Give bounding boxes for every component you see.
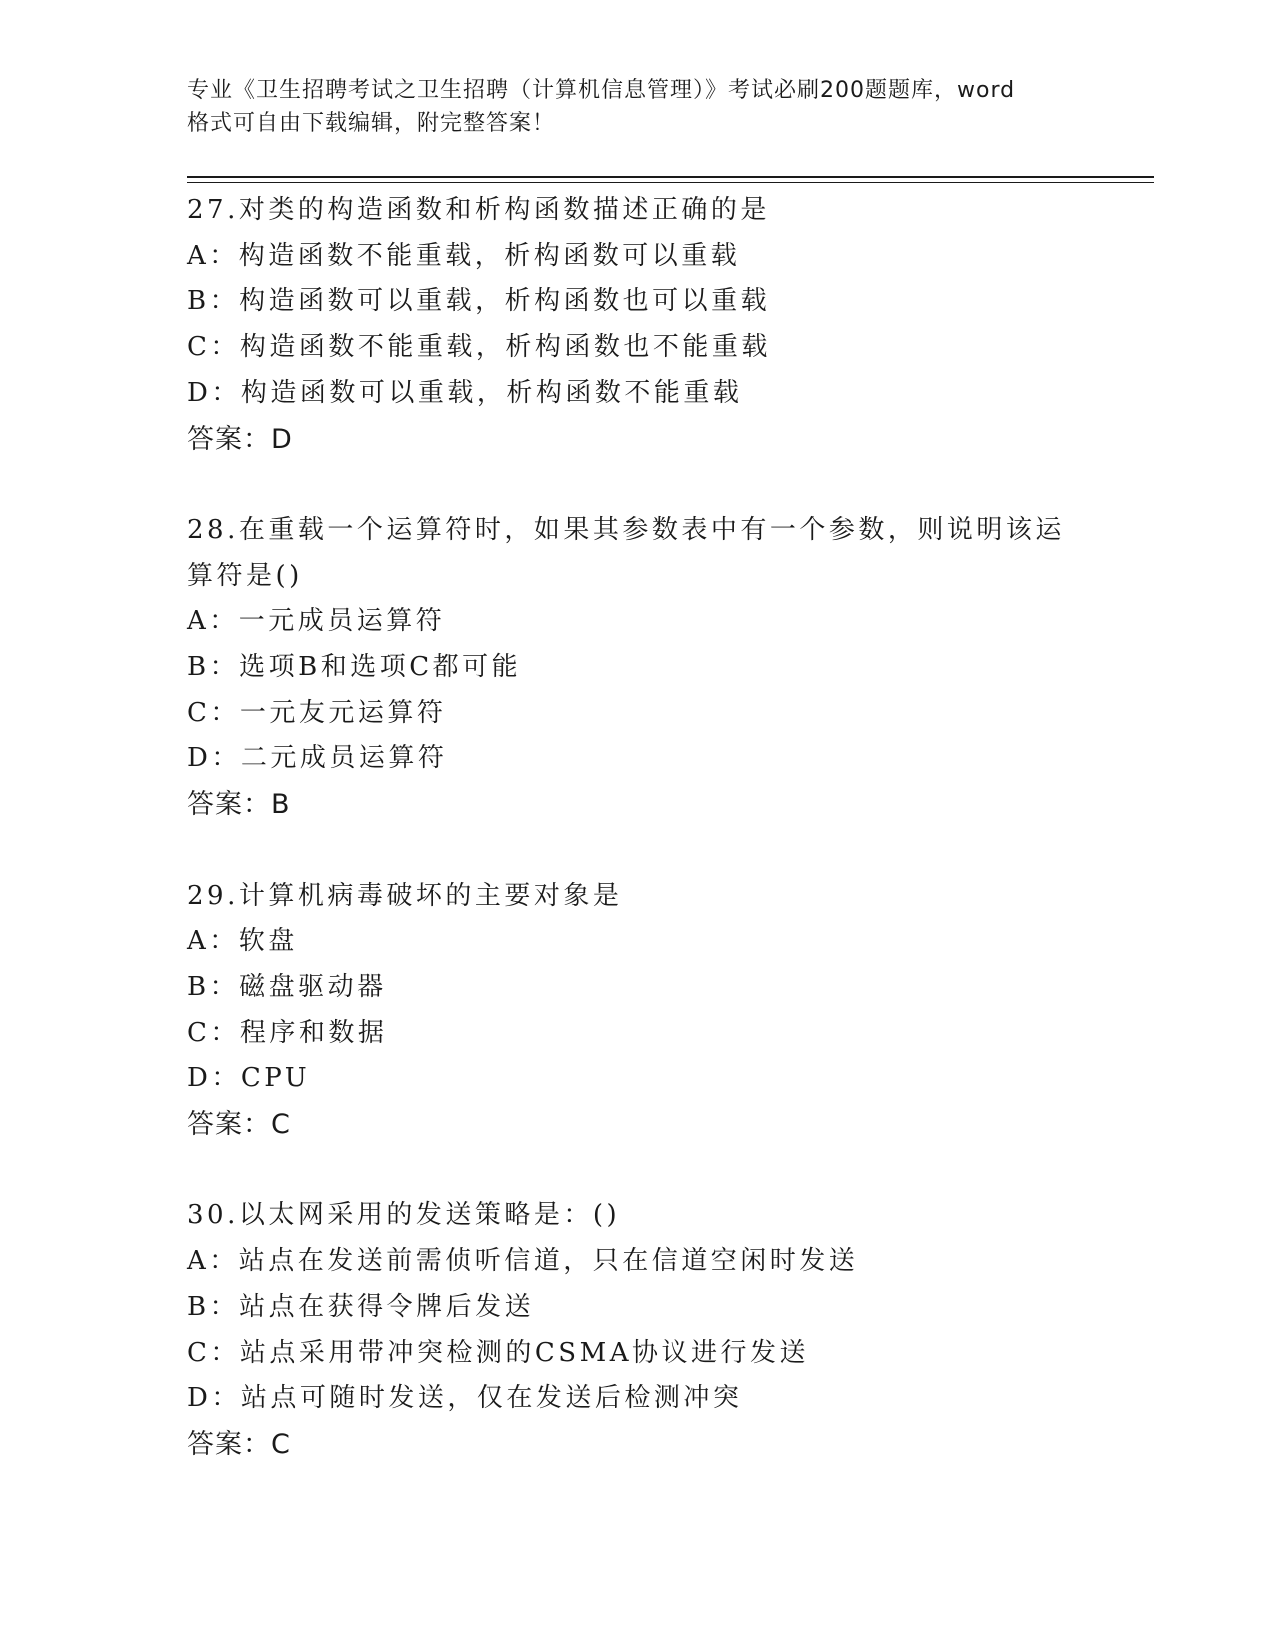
- answer-line: 答案：B: [187, 789, 291, 821]
- option-c: C：构造函数不能重载，析构函数也不能重载: [187, 332, 771, 363]
- question-stem: 28.在重载一个运算符时，如果其参数表中有一个参数，则说明该运算符是(): [187, 514, 1065, 591]
- option-d: D：CPU: [187, 1063, 311, 1094]
- question-stem: 29.计算机病毒破坏的主要对象是: [187, 880, 623, 911]
- header-divider-thin: [187, 182, 1154, 183]
- header-line-1: 专业《卫生招聘考试之卫生招聘（计算机信息管理）》考试必刷200题题库，word: [187, 78, 1016, 103]
- answer-line: 答案：C: [187, 1109, 291, 1141]
- option-c: C：一元友元运算符: [187, 697, 447, 728]
- option-c: C：程序和数据: [187, 1017, 388, 1048]
- question-spacer: [187, 462, 1087, 508]
- option-d: D：站点可随时发送，仅在发送后检测冲突: [187, 1383, 743, 1414]
- header-divider-thick: [187, 176, 1154, 178]
- option-b: B：磁盘驱动器: [187, 971, 387, 1002]
- answer-line: 答案：C: [187, 1428, 291, 1460]
- option-a: A：一元成员运算符: [187, 606, 446, 637]
- question-spacer: [187, 828, 1087, 874]
- option-a: A：软盘: [187, 926, 298, 957]
- header-line-2: 格式可自由下载编辑，附完整答案！: [187, 111, 556, 136]
- question-27: [187, 188, 1087, 462]
- question-30: [187, 1193, 1087, 1467]
- question-spacer: [187, 1148, 1087, 1194]
- document-header: [187, 74, 1087, 140]
- option-a: A：站点在发送前需侦听信道，只在信道空闲时发送: [187, 1246, 859, 1277]
- option-a: A：构造函数不能重载，析构函数可以重载: [187, 240, 741, 271]
- question-stem: 30.以太网采用的发送策略是：(): [187, 1200, 621, 1231]
- answer-line: 答案：D: [187, 423, 293, 455]
- option-d: D：二元成员运算符: [187, 743, 448, 774]
- option-b: B：选项B和选项C都可能: [187, 652, 522, 683]
- question-stem: 27.对类的构造函数和析构函数描述正确的是: [187, 195, 770, 225]
- question-29: [187, 874, 1087, 1148]
- option-c: C：站点采用带冲突检测的CSMA协议进行发送: [187, 1337, 809, 1368]
- question-list: [187, 188, 1087, 1468]
- question-28: [187, 508, 1087, 828]
- option-b: B：站点在获得令牌后发送: [187, 1291, 535, 1322]
- option-d: D：构造函数可以重载，析构函数不能重载: [187, 377, 743, 408]
- option-b: B：构造函数可以重载，析构函数也可以重载: [187, 286, 771, 317]
